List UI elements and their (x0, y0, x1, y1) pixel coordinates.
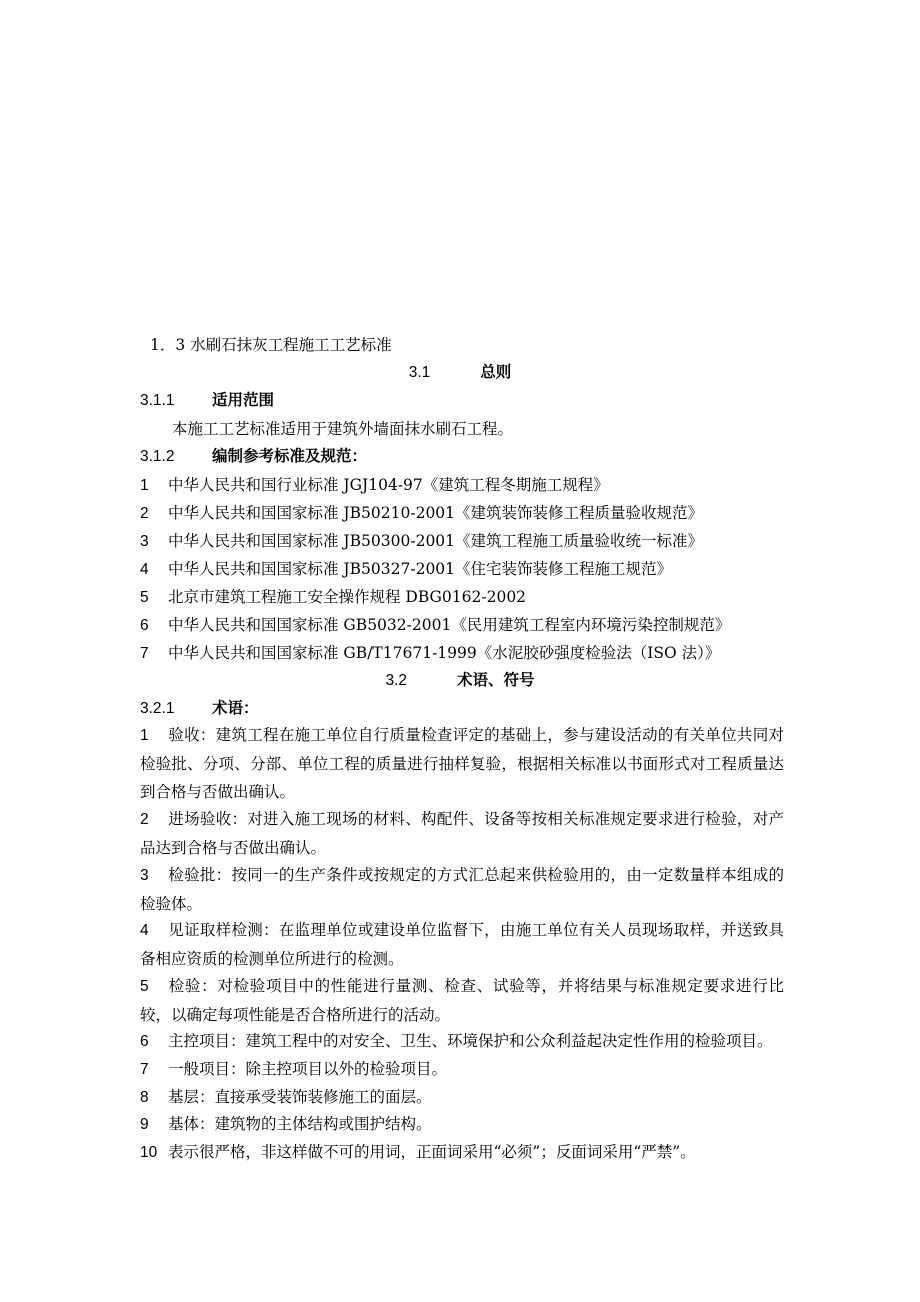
term-item: 8 基层：直接承受装饰装修施工的面层。 (140, 1088, 432, 1106)
term-item: 7 一般项目：除主控项目以外的检验项目。 (140, 1060, 448, 1078)
section-title: 总则 (480, 364, 512, 381)
subsection-number: 3.2.1 (140, 700, 175, 717)
reference-item: 6 中华人民共和国国家标准 GB5032-2001《民用建筑工程室内环境污染控制规范》 (140, 616, 731, 634)
subsection-title: 编制参考标准及规范： (212, 448, 368, 465)
document-title: 1．3 水刷石抹灰工程施工工艺标准 (150, 336, 392, 354)
subsection-heading-3-2-1 (140, 699, 790, 719)
section-heading-3-1 (0, 363, 920, 383)
reference-item: 1 中华人民共和国行业标准 JGJ104-97《建筑工程冬期施工规程》 (140, 476, 609, 494)
term-item: 2 进场验收：对进入施工现场的材料、构配件、设备等按相关标准规定要求进行检验，对产品达到合格与否做出确认。 (140, 810, 784, 857)
term-item: 9 基体：建筑物的主体结构或围护结构。 (140, 1115, 432, 1133)
reference-item: 2 中华人民共和国国家标准 JB50210-2001《建筑装饰装修工程质量验收规范》 (140, 504, 704, 522)
term-item: 6 主控项目：建筑工程中的对安全、卫生、环境保护和公众利益起决定性作用的检验项目。 (140, 1032, 773, 1050)
section-number: 3.2 (385, 672, 408, 689)
term-item: 5 检验：对检验项目中的性能进行量测、检查、试验等，并将结果与标准规定要求进行比较，以确定每项性能是否合格所进行的活动。 (140, 977, 784, 1024)
reference-item: 7 中华人民共和国国家标准 GB/T17671-1999《水泥胶砂强度检验法（ISO 法）》 (140, 644, 721, 662)
subsection-title: 术语： (212, 700, 259, 717)
section-heading-3-2 (0, 671, 920, 691)
subsection-heading-3-1-1 (140, 391, 790, 411)
scope-text: 本施工工艺标准适用于建筑外墙面抹水刷石工程。 (172, 420, 514, 438)
subsection-title: 适用范围 (212, 392, 275, 409)
term-item: 1 验收：建筑工程在施工单位自行质量检查评定的基础上，参与建设活动的有关单位共同对检验批、分项、分部、单位工程的质量进行抽样复验，根据相关标准以书面形式对工程质量达到合格与否做出确认。 (140, 726, 784, 801)
section-number: 3.1 (408, 364, 431, 381)
section-title: 术语、符号 (457, 672, 535, 689)
subsection-number: 3.1.1 (140, 392, 175, 409)
term-item: 3 检验批：按同一的生产条件或按规定的方式汇总起来供检验用的，由一定数量样本组成的检验体。 (140, 866, 784, 913)
reference-item: 4 中华人民共和国国家标准 JB50327-2001《住宅装饰装修工程施工规范》 (140, 560, 673, 578)
term-item: 10 表示很严格，非这样做不可的用词，正面词采用“必须”；反面词采用“严禁”。 (140, 1143, 696, 1161)
subsection-heading-3-1-2 (140, 447, 790, 467)
subsection-number: 3.1.2 (140, 448, 175, 465)
reference-item: 5 北京市建筑工程施工安全操作规程 DBG0162-2002 (140, 588, 527, 606)
reference-item: 3 中华人民共和国国家标准 JB50300-2001《建筑工程施工质量验收统一标准》 (140, 532, 704, 550)
term-item: 4 见证取样检测：在监理单位或建设单位监督下，由施工单位有关人员现场取样，并送致具备相应资质的检测单位所进行的检测。 (140, 921, 784, 968)
